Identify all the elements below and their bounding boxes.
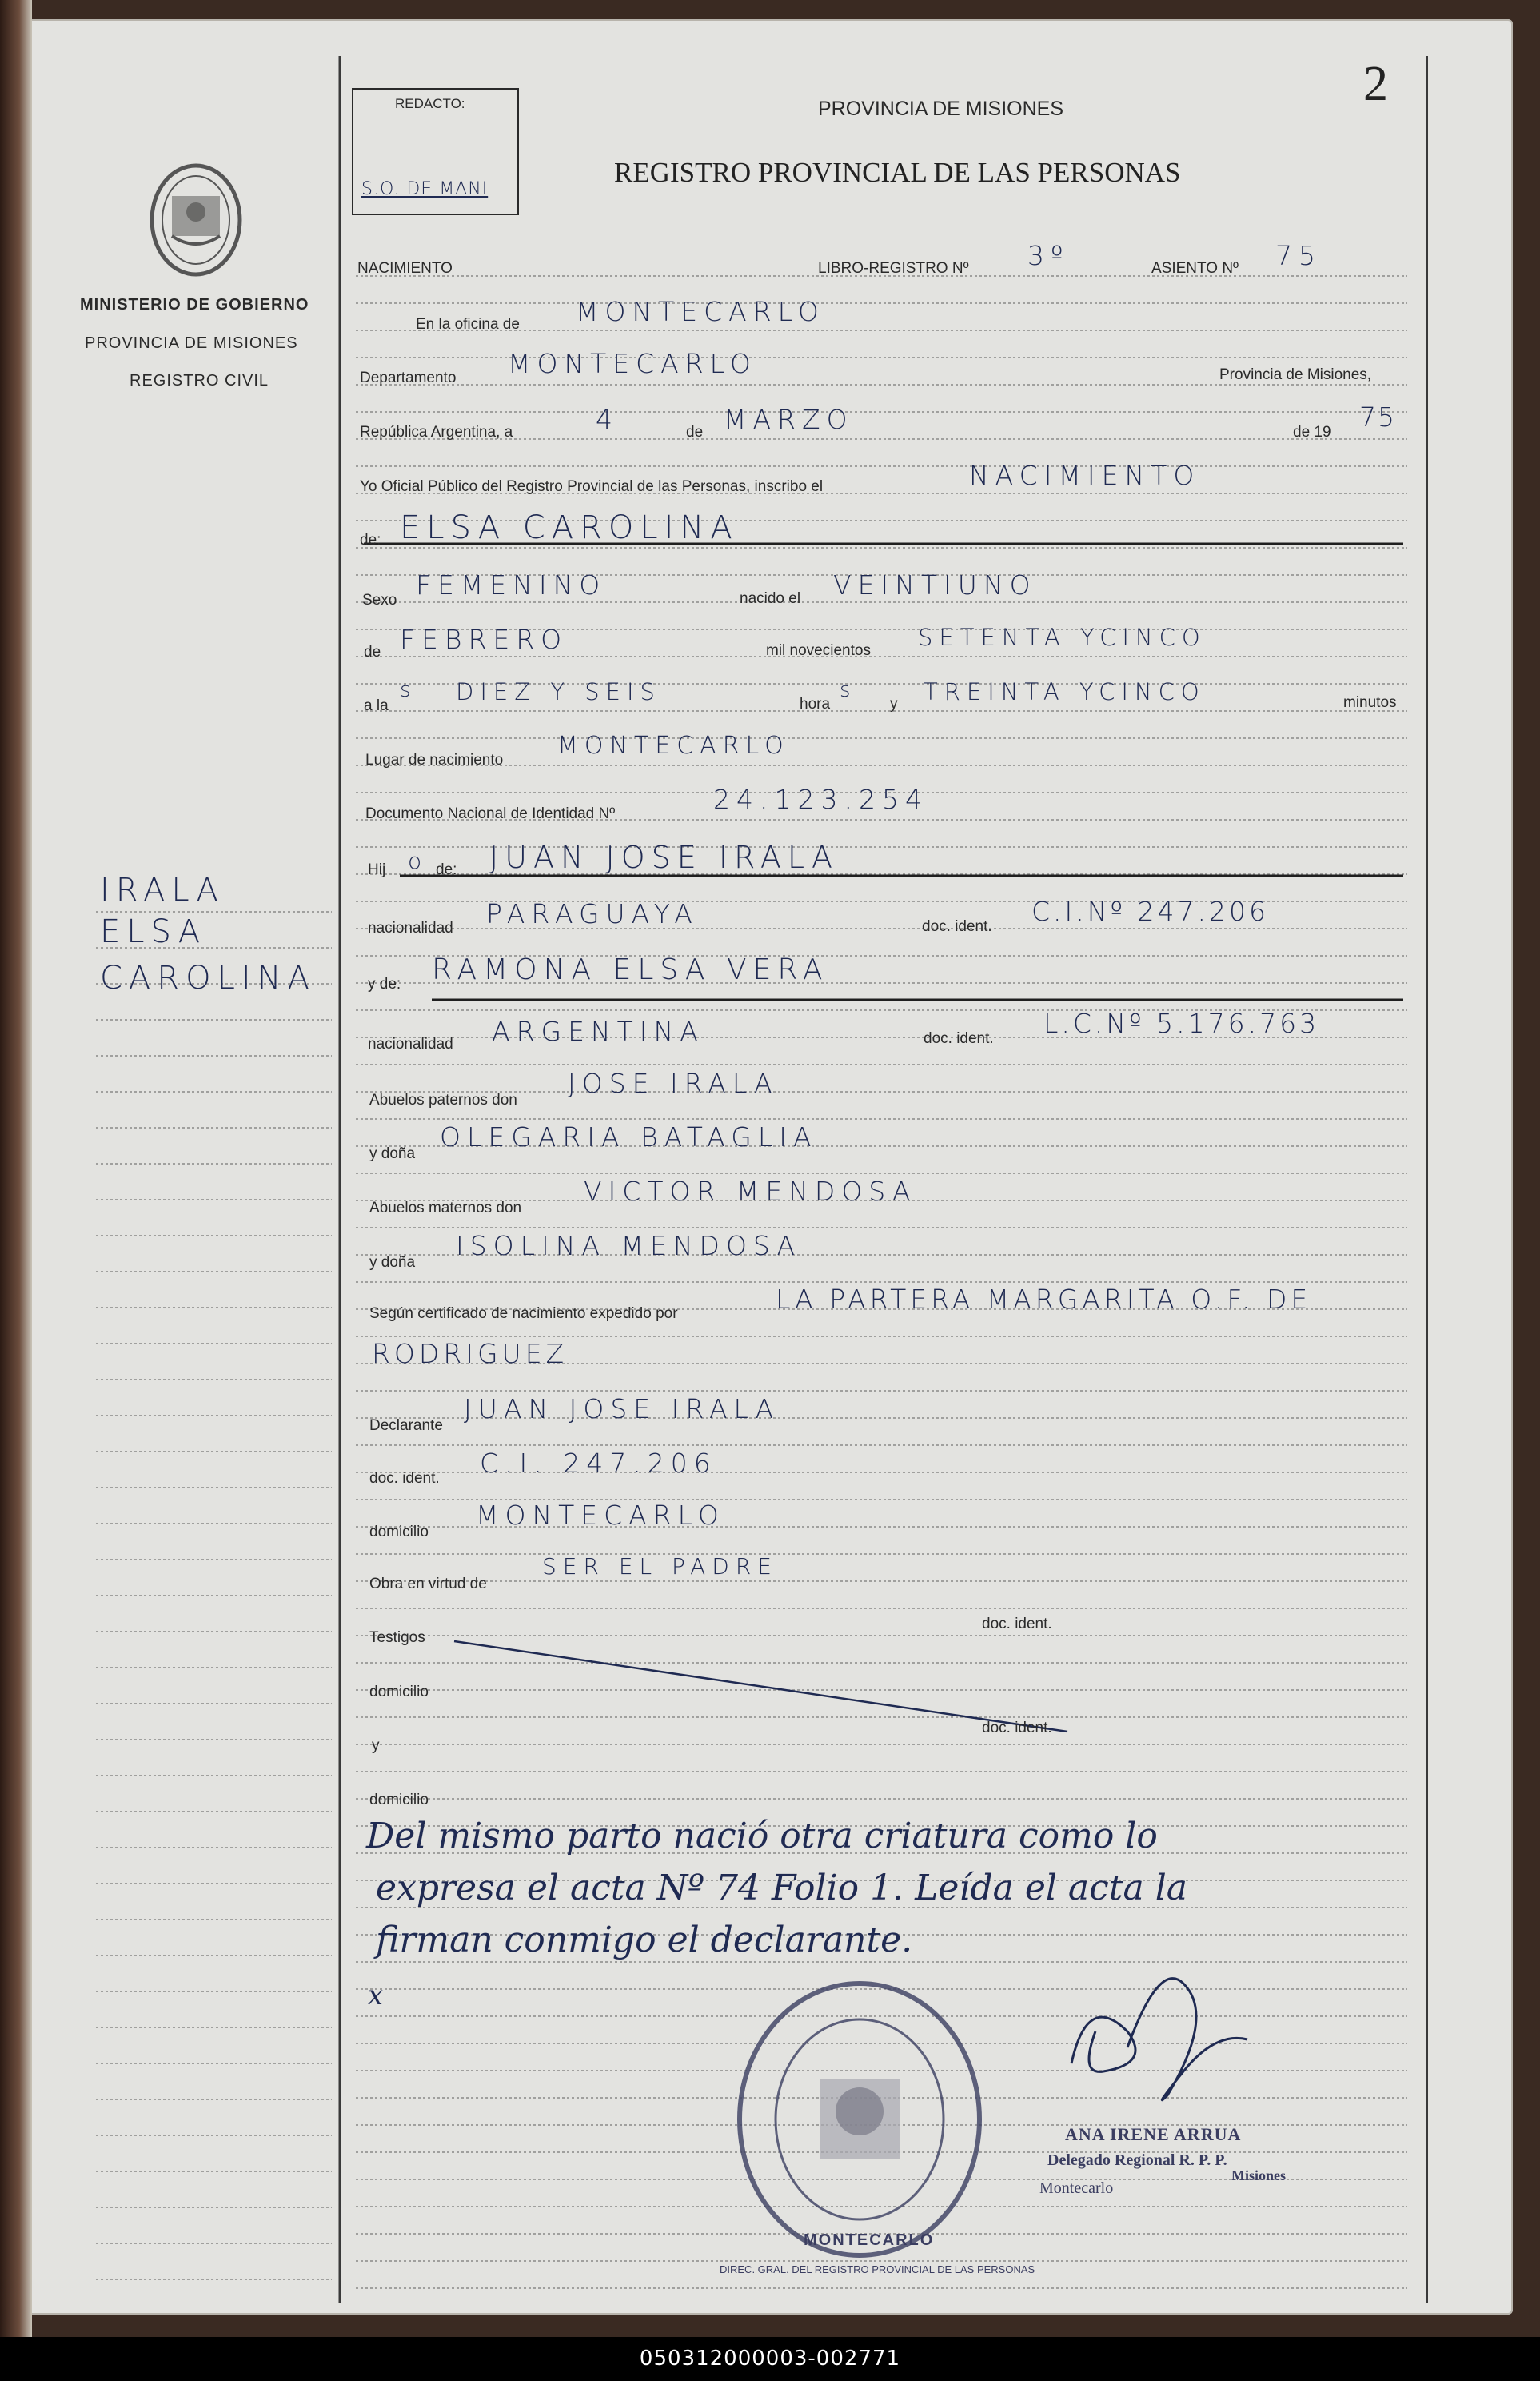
- dni-value: 24.123.254: [713, 784, 928, 815]
- redacto-value: S.O. DE MANI: [361, 179, 489, 199]
- lugar-value: MONTECARLO: [557, 732, 790, 760]
- province-heading: PROVINCIA DE MISIONES: [818, 98, 1064, 120]
- de-label: de: [686, 424, 704, 441]
- ministry-seal-icon: [140, 160, 252, 280]
- madre-nacionalidad-label: nacionalidad: [368, 1036, 453, 1053]
- certificado-value-continued: RODRIGUEZ: [372, 1338, 569, 1369]
- dia-value: 4: [596, 404, 619, 435]
- testigos-label: Testigos: [369, 1629, 425, 1646]
- note-line-3: firman conmigo el declarante.: [376, 1920, 913, 1960]
- mes-nac-value: FEBRERO: [400, 624, 569, 655]
- padre-doc-label: doc. ident.: [922, 918, 992, 935]
- libro-value: 3º: [1027, 240, 1070, 271]
- footer-id: 050312000003-002771: [0, 2337, 1540, 2381]
- stamp-city: MONTECARLO: [804, 2231, 935, 2249]
- margin-surname: IRALA: [100, 872, 225, 909]
- asiento-value: 75: [1275, 240, 1322, 271]
- nacido-label: nacido el: [740, 590, 801, 607]
- y-label: y: [890, 696, 898, 713]
- ministry-line3: REGISTRO CIVIL: [130, 372, 269, 390]
- ministry-line2: PROVINCIA DE MISIONES: [85, 334, 298, 352]
- abuelo-paterno-value: JOSE IRALA: [568, 1068, 779, 1099]
- de-mes-label: de: [364, 644, 381, 661]
- official-title: Delegado Regional R. P. P.: [1047, 2151, 1227, 2169]
- testigo2-domicilio-label: domicilio: [369, 1792, 429, 1808]
- departamento-value: MONTECARLO: [508, 348, 757, 379]
- margin-second-name: CAROLINA: [100, 960, 316, 997]
- madre-nacionalidad-value: ARGENTINA: [492, 1016, 704, 1047]
- obra-value: SER EL PADRE: [542, 1553, 778, 1580]
- testigo-domicilio-label: domicilio: [369, 1684, 429, 1700]
- stamp-ring-text: DIREC. GRAL. DEL REGISTRO PROVINCIAL DE LAS PERSONAS: [720, 2263, 1035, 2275]
- sexo-value: FEMENINO: [416, 569, 607, 601]
- margin-first-name: ELSA: [100, 913, 207, 950]
- obra-label: Obra en virtud de: [369, 1576, 487, 1592]
- oficina-label: En la oficina de: [416, 316, 520, 333]
- declarante-doc-label: doc. ident.: [369, 1470, 440, 1487]
- domicilio-value: MONTECARLO: [476, 1500, 725, 1531]
- mes-value: MARZO: [724, 404, 854, 435]
- hora-label: hora: [800, 696, 831, 713]
- provincia-text: Provincia de Misiones,: [1219, 366, 1372, 383]
- mil-label: mil novecientos: [766, 642, 871, 659]
- madre-value: RAMONA ELSA VERA: [432, 953, 829, 986]
- a-la-suffix: s: [400, 678, 417, 702]
- abuelos-paternos-label: Abuelos paternos don: [369, 1092, 517, 1109]
- oficial-text: Yo Oficial Público del Registro Provincial de las Personas, inscribo el: [360, 478, 824, 495]
- minutos-label: minutos: [1343, 694, 1397, 711]
- redacto-box: [352, 88, 519, 215]
- official-place: Montecarlo: [1039, 2179, 1114, 2197]
- hora-suffix: s: [840, 678, 857, 702]
- certificado-label: Según certificado de nacimiento expedido por: [369, 1305, 678, 1322]
- domicilio-label: domicilio: [369, 1524, 429, 1540]
- republica-label: República Argentina, a: [360, 424, 513, 441]
- padre-doc-value: C.I.Nº 247.206: [1031, 896, 1269, 927]
- page-number: 2: [1363, 57, 1388, 111]
- abuela-materna-value: ISOLINA MENDOSA: [456, 1230, 802, 1261]
- abuela-paterna-label: y doña: [369, 1145, 416, 1162]
- abuelos-maternos-label: Abuelos maternos don: [369, 1200, 522, 1216]
- note-line-2: expresa el acta Nº 74 Folio 1. Leída el acta la: [376, 1868, 1188, 1908]
- anio-label: de 19: [1293, 424, 1331, 441]
- asiento-label: ASIENTO Nº: [1151, 260, 1239, 277]
- padre-nacionalidad-value: PARAGUAYA: [486, 898, 699, 929]
- ministry-line1: MINISTERIO DE GOBIERNO: [80, 296, 309, 314]
- official-signature: [1055, 1936, 1327, 2119]
- nacimiento-label: NACIMIENTO: [357, 260, 453, 277]
- mil-value: SETENTA YCINCO: [918, 624, 1207, 651]
- dni-label: Documento Nacional de Identidad Nº: [365, 805, 616, 822]
- anio-value: 75: [1359, 401, 1396, 433]
- madre-doc-value: L.C.Nº 5.176.763: [1043, 1008, 1320, 1039]
- registry-heading: REGISTRO PROVINCIAL DE LAS PERSONAS: [614, 157, 1181, 188]
- sexo-label: Sexo: [362, 592, 397, 609]
- nacido-value: VEINTIUNO: [833, 569, 1037, 601]
- testigo-doc-label: doc. ident.: [982, 1616, 1052, 1632]
- testigo2-doc-label: doc. ident.: [982, 1720, 1052, 1736]
- nombre-value: ELSA CAROLINA: [400, 509, 739, 546]
- hora-value: DIEZ Y SEIS: [456, 678, 661, 705]
- padre-value: JUAN JOSE IRALA: [489, 840, 839, 875]
- hijo-label: Hij: [368, 861, 386, 878]
- certificado-value: LA PARTERA MARGARITA O.F. DE: [776, 1284, 1312, 1315]
- hijo-suffix: o: [408, 848, 429, 874]
- oficina-value: MONTECARLO: [576, 296, 825, 327]
- madre-doc-label: doc. ident.: [924, 1030, 994, 1047]
- acto-value: NACIMIENTO: [969, 460, 1201, 491]
- abuela-materna-label: y doña: [369, 1254, 416, 1271]
- y-de-label: y de:: [368, 976, 401, 993]
- a-la-label: a la: [364, 697, 389, 714]
- lugar-label: Lugar de nacimiento: [365, 752, 504, 769]
- official-name: ANA IRENE ARRUA: [1065, 2124, 1242, 2144]
- declarante-label: Declarante: [369, 1417, 443, 1434]
- de-nombre-label: de:: [360, 532, 381, 549]
- official-region: Misiones: [1231, 2167, 1287, 2183]
- signature-mark: x: [368, 1980, 384, 2011]
- abuelo-materno-value: VICTOR MENDOSA: [584, 1176, 917, 1207]
- libro-label: LIBRO-REGISTRO Nº: [818, 260, 969, 277]
- redacto-label: REDACTO:: [395, 96, 465, 111]
- hijo-de-label: de:: [436, 861, 457, 878]
- departamento-label: Departamento: [360, 370, 457, 386]
- testigo2-label: y: [372, 1737, 380, 1754]
- minutos-value: TREINTA YCINCO: [924, 678, 1206, 705]
- declarante-value: JUAN JOSE IRALA: [464, 1393, 780, 1424]
- declarante-doc-value: C.I. 247.206: [480, 1448, 717, 1479]
- abuela-paterna-value: OLEGARIA BATAGLIA: [440, 1121, 818, 1153]
- padre-nacionalidad-label: nacionalidad: [368, 920, 453, 937]
- note-line-1: Del mismo parto nació otra criatura como lo: [366, 1816, 1158, 1856]
- registry-stamp-icon: [716, 1976, 1003, 2263]
